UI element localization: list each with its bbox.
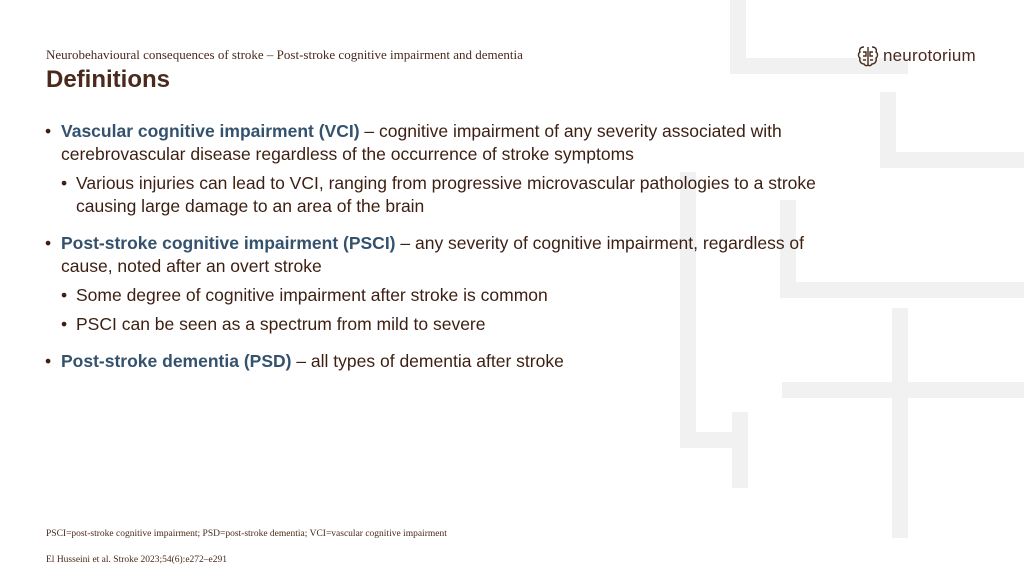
- brain-maze-icon: [857, 44, 879, 68]
- term-psci: Post-stroke cognitive impairment (PSCI): [61, 233, 396, 253]
- definition-item-psd: [44, 350, 834, 373]
- subpoint-vci-injuries: • Various injuries can lead to VCI, ranging from progressive microvascular pathologies to a stroke causing large damage to an area of the brain: [44, 172, 834, 218]
- definitions-list: [44, 120, 834, 373]
- definition-text-psci: – any severity of cognitive impairment, regardless of cause, noted after an overt stroke: [61, 233, 805, 276]
- abbreviations-footnote: PSCI=post-stroke cognitive impairment; PSD=post-stroke dementia; VCI=vascular cognitive impairment: [46, 529, 447, 539]
- page-title: Definitions: [46, 66, 170, 93]
- logo-text: neurotorium: [883, 46, 976, 65]
- citation-reference: El Husseini et al. Stroke 2023;54(6):e272–e291: [46, 555, 227, 565]
- definition-item-vci: [44, 120, 834, 166]
- term-vci: Vascular cognitive impairment (VCI): [61, 121, 360, 141]
- definition-item-psci: [44, 232, 834, 278]
- subpoint-psci-common: • Some degree of cognitive impairment after stroke is common: [44, 284, 834, 307]
- subpoint-psci-spectrum: • PSCI can be seen as a spectrum from mild to severe: [44, 313, 834, 336]
- slide-subtitle: Neurobehavioural consequences of stroke – Post-stroke cognitive impairment and dementia: [46, 47, 523, 62]
- term-psd: Post-stroke dementia (PSD): [61, 351, 292, 371]
- definition-text-psd: – all types of dementia after stroke: [291, 351, 564, 371]
- definition-text-vci: – cognitive impairment of any severity associated with cerebrovascular disease regardless of the occurrence of stroke symptoms: [61, 121, 782, 164]
- neurotorium-logo[interactable]: [857, 44, 976, 68]
